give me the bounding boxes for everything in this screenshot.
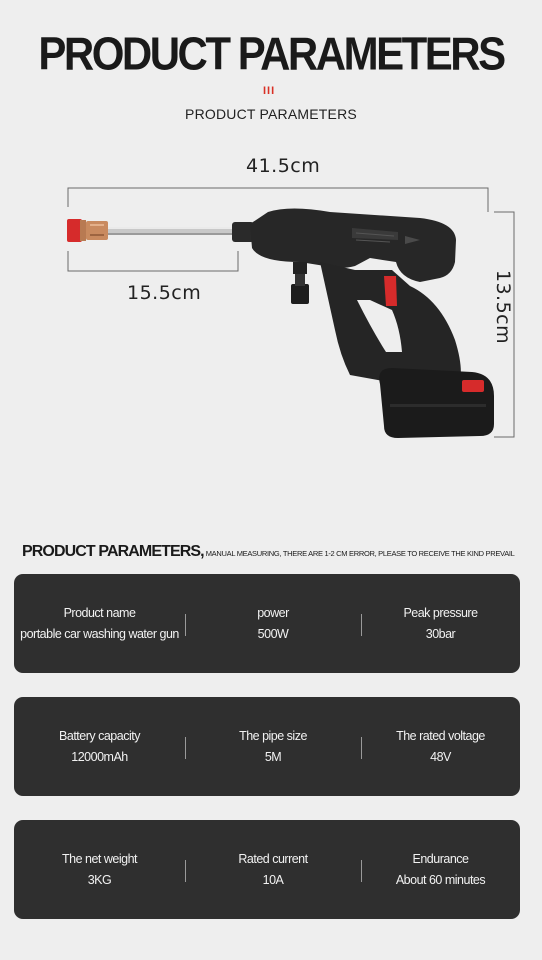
spec-pipe-size — [185, 697, 361, 796]
spec-value: 500W — [257, 627, 289, 641]
spec-label: Rated current — [238, 852, 308, 866]
height-label: 13.5cm — [492, 269, 515, 345]
spec-rated-voltage — [361, 697, 520, 796]
spec-rated-current — [185, 820, 361, 919]
spec-label: power — [257, 606, 289, 620]
spec-card-3 — [14, 820, 520, 919]
spec-label: The pipe size — [239, 729, 307, 743]
page-title: PRODUCT PARAMETERS — [38, 27, 504, 80]
spec-label: Endurance — [412, 852, 469, 866]
spec-value: 10A — [262, 873, 284, 887]
spec-value: 12000mAh — [71, 750, 128, 764]
spec-card-1 — [14, 574, 520, 673]
spec-endurance — [361, 820, 520, 919]
spec-label: The net weight — [62, 852, 137, 866]
spec-value: portable car washing water gun — [20, 627, 179, 641]
total-length-label: 41.5cm — [246, 155, 321, 177]
parameters-heading-note: MANUAL MEASURING, THERE ARE 1-2 CM ERROR, PLEASE TO RECEIVE THE KIND PREVAIL — [205, 549, 515, 558]
spec-value: 48V — [430, 750, 451, 764]
gun-body — [232, 209, 494, 439]
nozzle-length-label: 15.5cm — [127, 282, 202, 304]
parameters-heading-title: PRODUCT PARAMETERS, — [22, 543, 204, 560]
spec-value: About 60 minutes — [395, 873, 486, 887]
spec-value: 30bar — [425, 627, 456, 641]
parameters-heading — [22, 543, 515, 561]
spec-battery-capacity — [14, 697, 185, 796]
spec-label: The rated voltage — [396, 729, 485, 743]
nozzle-graphic — [67, 219, 238, 242]
page-subtitle: PRODUCT PARAMETERS — [185, 106, 357, 122]
spec-value: 5M — [264, 750, 282, 764]
spec-value: 3KG — [87, 873, 112, 887]
accent-mark: III — [263, 85, 276, 97]
spec-label: Battery capacity — [59, 729, 140, 743]
spec-net-weight — [14, 820, 185, 919]
spec-peak-pressure — [361, 574, 520, 673]
spec-power — [185, 574, 361, 673]
spec-product-name — [14, 574, 185, 673]
spec-card-2 — [14, 697, 520, 796]
spec-label: Product name — [63, 606, 136, 620]
spec-label: Peak pressure — [403, 606, 478, 620]
